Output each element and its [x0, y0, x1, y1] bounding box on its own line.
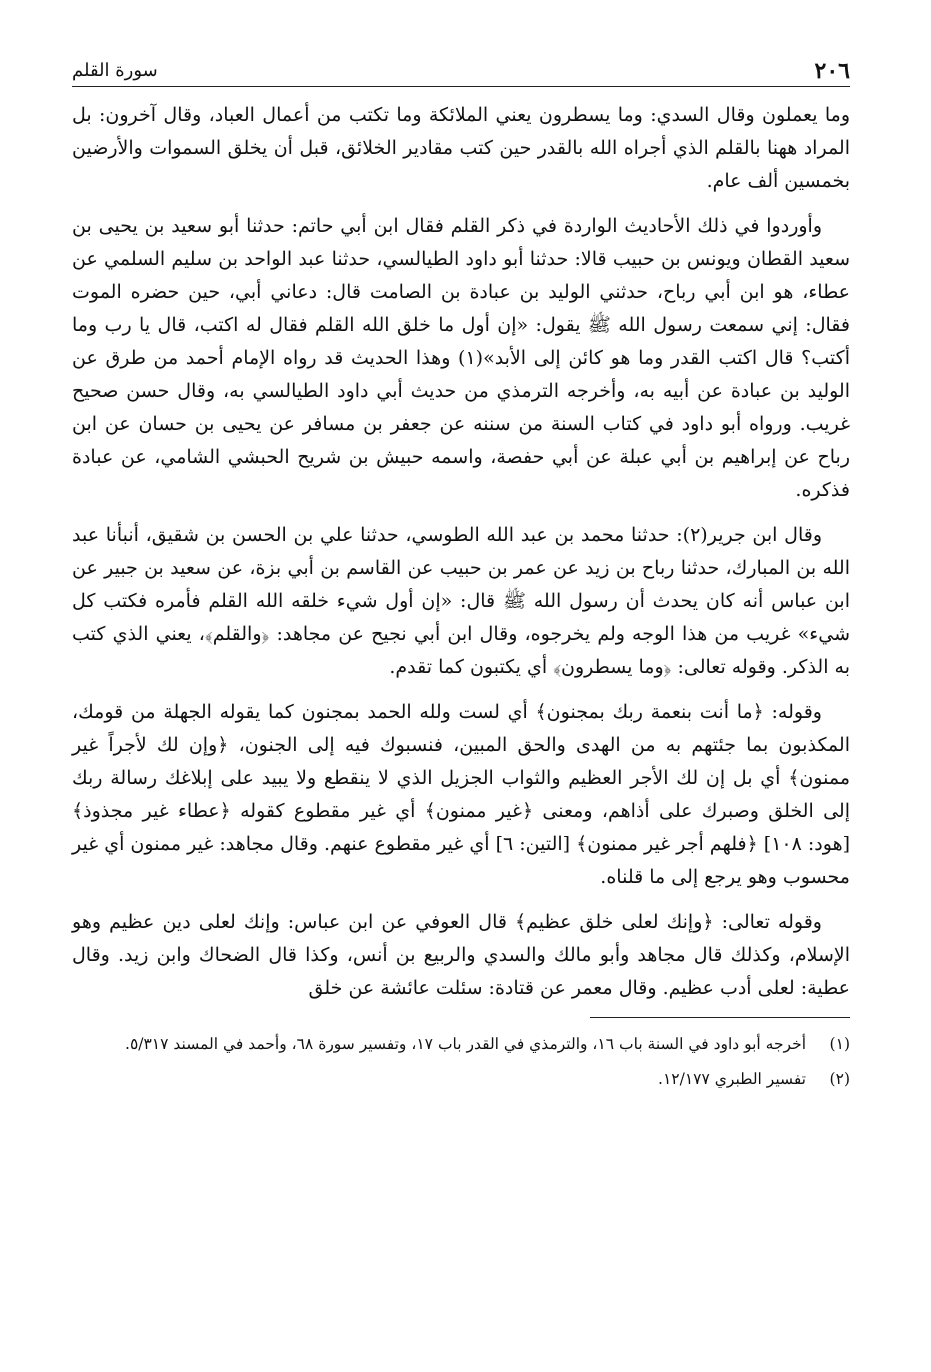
surah-title: سورة القلم	[72, 60, 158, 81]
footnote-number: (١)	[829, 1035, 850, 1053]
paragraph-3: وقال ابن جرير(٢): حدثنا محمد بن عبد الله الطوسي، حدثنا علي بن الحسن بن شقيق، أنبأنا عبد الله بن المبارك، حدثنا رباح بن زيد عن عمر بن حبيب عن القاسم بن أبي بزة، عن سعيد بن جبير عن ابن عباس أنه كان يحدث أن رسول الله ﷺ قال: «إن أول شيء خلقه الله القلم فأمره فكتب كل شيء» غريب من هذا الوجه ولم يخرجوه، وقال ابن أبي نجيح عن مجاهد: ﴿والقلم﴾، يعني الذي كتب به الذكر. وقوله تعالى: ﴿وما يسطرون﴾ أي يكتبون كما تقدم.	[72, 524, 850, 678]
body-text	[72, 99, 850, 1005]
footnote-number: (٢)	[829, 1070, 850, 1088]
paragraph-4: وقوله: ﴿ما أنت بنعمة ربك بمجنون﴾ أي لست ولله الحمد بمجنون كما يقوله الجهلة من قومك، المكذبون بما جئتهم به من الهدى والحق المبين، فنسبوك فيه إلى الجنون، ﴿وإن لك لأجراً غير ممنون﴾ أي بل إن لك الأجر العظيم والثواب الجزيل الذي لا ينقطع ولا يبيد على إبلاغك رسالة ربك إلى الخلق وصبرك على أذاهم، ومعنى ﴿غير ممنون﴾ أي غير مقطوع كقوله ﴿عطاء غير مجذوذ﴾ [هود: ١٠٨] ﴿فلهم أجر غير ممنون﴾ [التين: ٦] أي غير مقطوع عنهم. وقال مجاهد: غير ممنون أي غير محسوب وهو يرجع إلى ما قلناه.	[72, 701, 851, 888]
footnote-text: تفسير الطبري ١٢/١٧٧.	[658, 1070, 806, 1088]
footnote-1	[72, 1030, 850, 1059]
page-number: ٢٠٦	[814, 58, 850, 84]
paragraph-2: وأوردوا في ذلك الأحاديث الواردة في ذكر القلم فقال ابن أبي حاتم: حدثنا أبو سعيد بن يحيى بن سعيد القطان ويونس بن حبيب قالا: حدثنا أبو داود الطيالسي، حدثنا عبد الواحد بن سليم السلمي عن عطاء، هو ابن أبي رباح، حدثني الوليد بن عبادة بن الصامت قال: دعاني أبي، حين حضره الموت فقال: إني سمعت رسول الله ﷺ يقول: «إن أول ما خلق الله القلم فقال له اكتب، قال يا رب وما أكتب؟ قال اكتب القدر وما هو كائن إلى الأبد»(١) وهذا الحديث قد رواه الإمام أحمد من طرق عن الوليد بن عبادة عن أبيه به، وأخرجه الترمذي من حديث أبي داود الطيالسي به، وقال حسن صحيح غريب. ورواه أبو داود في كتاب السنة من سننه عن جعفر بن مسافر عن يحيى بن حسان عن ابن رباح عن إبراهيم بن أبي عبلة عن أبي حفصة، واسمه حبيش بن شريح الحبشي الشامي، عن عبادة فذكره.	[72, 215, 850, 501]
running-header	[72, 56, 850, 87]
footnote-divider	[590, 1017, 850, 1018]
book-page	[72, 56, 850, 1100]
footnote-2	[72, 1065, 850, 1094]
paragraph-5: وقوله تعالى: ﴿وإنك لعلى خلق عظيم﴾ قال العوفي عن ابن عباس: وإنك لعلى دين عظيم وهو الإسلام، وكذلك قال مجاهد وأبو مالك والسدي والربيع بن أنس، وكذا قال الضحاك وابن زيد. وقال عطية: لعلى أدب عظيم. وقال معمر عن قتادة: سئلت عائشة عن خلق	[72, 911, 850, 999]
footnote-text: أخرجه أبو داود في السنة باب ١٦، والترمذي في القدر باب ١٧، وتفسير سورة ٦٨، وأحمد في المسند ٥/٣١٧.	[125, 1035, 806, 1053]
footnotes	[72, 1030, 850, 1094]
paragraph-1: وما يعملون وقال السدي: وما يسطرون يعني الملائكة وما تكتب من أعمال العباد، وقال آخرون: بل المراد ههنا بالقلم الذي أجراه الله بالقدر حين كتب مقادير الخلائق، قبل أن يخلق السموات والأرضين بخمسين ألف عام.	[72, 104, 850, 192]
